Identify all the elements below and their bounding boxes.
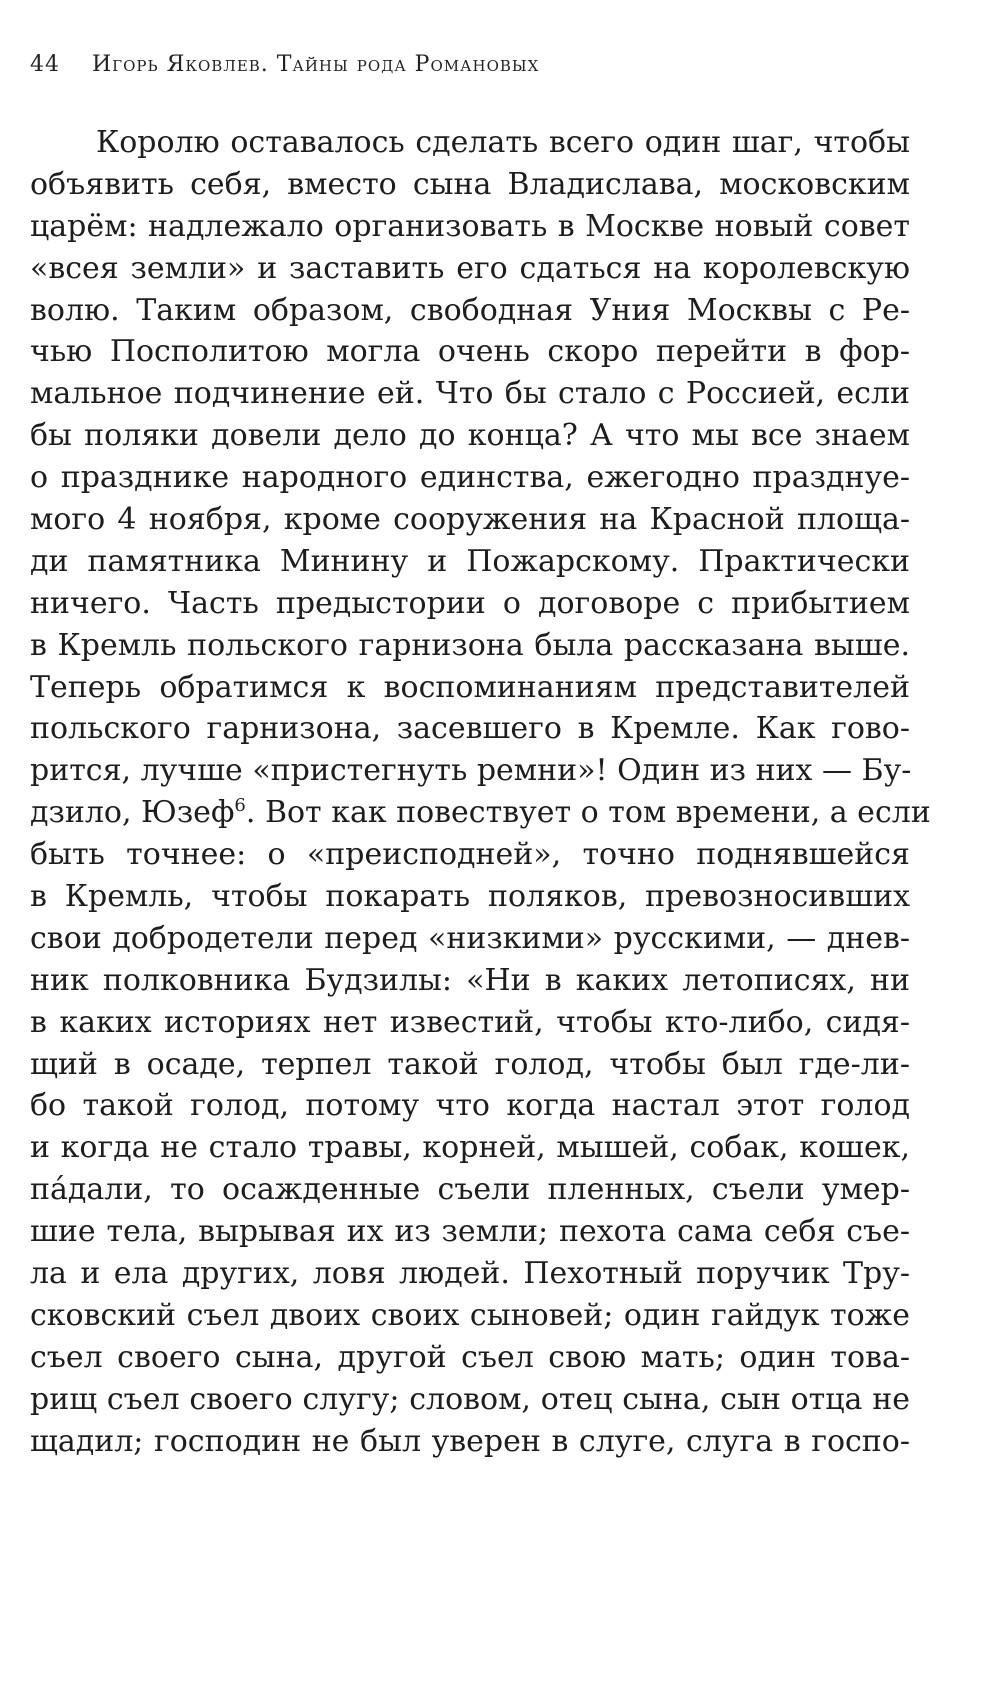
text-line: мальное подчинение ей. Что бы стало с Россией, если: [30, 376, 910, 412]
text-line: ди памятника Минину и Пожарскому. Практически: [30, 543, 910, 579]
line-end: . Вот как повествует о том времени, а если: [245, 795, 931, 831]
text-line: быть точнее: о «преисподней», точно поднявшейся: [30, 837, 910, 873]
text-line: свои добродетели перед «низкими» русскими, — днев-: [30, 920, 910, 956]
page-number: 44: [30, 51, 60, 77]
main-text: [30, 122, 931, 1463]
text-line: польского гарнизона, засевшего в Кремле. Как гово-: [30, 711, 910, 747]
text-line: и когда не стало травы, корней, мышей, собак, кошек,: [30, 1130, 910, 1166]
text-line: чью Посполитою могла очень скоро перейти в фор-: [30, 334, 910, 370]
footnote-marker[interactable]: 6: [234, 795, 246, 817]
text-line: Теперь обратимся к воспоминаниям представителей: [30, 669, 910, 705]
text-line: о празднике народного единства, ежегодно празднуе-: [30, 460, 910, 496]
text-line: сковский съел двоих своих сыновей; один гайдук тоже: [30, 1297, 910, 1333]
text-line: пáдали, то осажденные съели пленных, съели умер-: [30, 1172, 910, 1208]
line-start: дзило, Юзеф: [30, 795, 235, 831]
text-line: съел своего сына, другой съел свою мать; один това-: [30, 1339, 910, 1375]
text-line: ла и ела других, ловя людей. Пехотный поручик Тру-: [30, 1256, 910, 1292]
text-line: мого 4 ноября, кроме сооружения на Красной площа-: [30, 502, 910, 538]
text-line: «всея земли» и заставить его сдаться на королевскую: [30, 250, 910, 286]
text-line: в Кремль польского гарнизона была рассказана выше.: [30, 627, 910, 663]
text-line: шие тела, вырывая их из земли; пехота сама себя съе-: [30, 1214, 910, 1250]
text-line: царём: надлежало организовать в Москве новый совет: [30, 208, 910, 244]
text-line: ник полковника Будзилы: «Ни в каких летописях, ни: [30, 962, 910, 998]
text-line: в каких историях нет известий, чтобы кто-либо, сидя-: [30, 1004, 910, 1040]
text-line: объявить себя, вместо сына Владислава, московским: [30, 166, 910, 202]
text-line: в Кремль, чтобы покарать поляков, превозносивших: [30, 879, 910, 915]
running-title: Игорь Яковлев. Тайны рода Романовых: [92, 51, 540, 77]
text-line: волю. Таким образом, свободная Уния Москвы с Ре-: [30, 292, 910, 328]
running-head: [30, 44, 930, 84]
text-line: бо такой голод, потому что когда настал этот голод: [30, 1088, 910, 1124]
text-line: рится, лучше «пристегнуть ремни»! Один из них — Бу-: [30, 753, 912, 789]
text-line: ничего. Часть предыстории о договоре с прибытием: [30, 585, 910, 621]
text-line: щадил; господин не был уверен в слуге, слуга в госпо-: [30, 1423, 910, 1459]
text-line: щий в осаде, терпел такой голод, чтобы был где-ли-: [30, 1046, 910, 1082]
text-line-with-footnote: [30, 792, 931, 834]
text-line: Королю оставалось сделать всего один шаг, чтобы: [96, 125, 910, 160]
text-line: рищ съел своего слугу; словом, отец сына, сын отца не: [30, 1381, 910, 1417]
text-line: бы поляки довели дело до конца? А что мы все знаем: [30, 418, 910, 454]
